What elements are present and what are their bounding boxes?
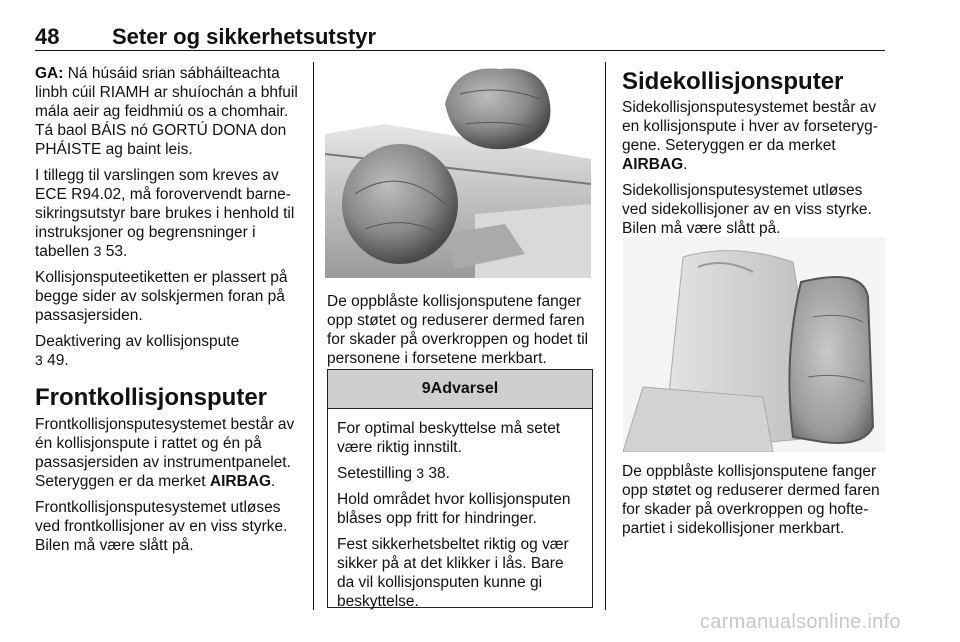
column-divider-left: [313, 62, 314, 610]
figure-caption: De oppblåste kollisjonsputene fanger opp støtet og reduserer dermed faren for skader på overkroppen og hodet til personene i forsetene merkbart.: [327, 293, 589, 367]
page-ref-link[interactable]: 49.: [42, 352, 69, 369]
ga-text: Ná húsáid srian sábháilteachta linbh cúil RIAMH ar shuíochán a bhfuil mála aeir ag feidhmiú os a chomhair. Tá baol BÁIS nó GORTÚ DONA don PHÁISTE ag baint leis.: [35, 65, 298, 158]
warning-box: [327, 369, 593, 608]
paragraph: [622, 98, 888, 174]
airbag-label: AIRBAG: [209, 473, 272, 490]
paragraph: [35, 332, 303, 370]
warning-text: Setestilling: [337, 465, 412, 482]
paragraph-text: Deaktivering av kollisjonspute: [35, 333, 240, 350]
warning-body: [328, 409, 592, 611]
watermark: carmanualsonline.info: [700, 611, 901, 633]
reference-arrow-icon: 3: [93, 243, 102, 259]
paragraph: Frontkollisjonsputesystemet utløses ved frontkollisjoner av en viss styrke. Bilen må være slått på.: [35, 499, 288, 554]
ga-label: GA:: [35, 65, 64, 82]
column-divider-right: [605, 62, 606, 610]
paragraph: Kollisjonsputeetiketten er plassert på begge sider av solskjermen foran på passasjersiden.: [35, 269, 288, 324]
airbag-label: AIRBAG: [622, 156, 684, 173]
right-caption-block: [622, 462, 890, 545]
paragraph-text: I tillegg til varslingen som kreves av ECE R94.02, må forovervendt barne-sikringsutstyr bare brukes i henhold til instruksjoner og begrensninger i tabellen: [35, 167, 295, 260]
section-heading: Sidekollisjonsputer: [622, 68, 844, 95]
page-ref-link[interactable]: 38.: [424, 465, 450, 482]
header-rule: [35, 50, 885, 51]
paragraph-end: .: [271, 473, 276, 490]
front-airbag-illustration: [325, 64, 591, 278]
section-heading: Frontkollisjonsputer: [35, 384, 268, 411]
paragraph: [35, 415, 303, 491]
right-column: [622, 68, 888, 245]
reference-arrow-icon: 3: [35, 352, 43, 368]
warning-paragraph: Hold området hvor kollisjonsputen blåses opp fritt for hindringer.: [337, 491, 571, 527]
irish-warning-paragraph: [35, 64, 303, 159]
left-column: [35, 64, 303, 562]
warning-icon: 9: [421, 380, 431, 397]
warning-paragraph: [337, 464, 583, 483]
side-airbag-illustration: [623, 237, 885, 452]
warning-paragraph: For optimal beskyttelse må setet være riktig innstilt.: [337, 420, 561, 456]
page-header: [35, 24, 885, 50]
paragraph-end: .: [683, 156, 688, 173]
warning-title: Advarsel: [430, 380, 499, 397]
paragraph: [35, 166, 303, 261]
warning-paragraph: Fest sikkerhetsbeltet riktig og vær sikker på at det klikker i lås. Bare da vil kollisjonsputen kunne gi beskyttelse.: [337, 536, 569, 610]
paragraph: Sidekollisjonsputesystemet utløses ved sidekollisjoner av en viss styrke. Bilen må være slått på.: [622, 182, 872, 237]
page-number: 48: [35, 24, 60, 49]
page-title: Seter og sikkerhetsutstyr: [112, 24, 377, 49]
page-ref-link[interactable]: 53.: [101, 243, 128, 260]
middle-column: [327, 292, 595, 375]
paragraph-text: Sidekollisjonsputesystemet består av en kollisjonspute i hver av forseteryg-gene. Seteryggen er da merket: [622, 99, 878, 154]
paragraph-text: Frontkollisjonsputesystemet består av én kollisjonspute i rattet og én på passasjersiden av instrumentpanelet. Seteryggen er da merket: [35, 416, 295, 490]
figure-caption: De oppblåste kollisjonsputene fanger opp støtet og reduserer dermed faren for skader på overkroppen og hofte-partiet i sidekollisjoner merkbart.: [622, 463, 880, 537]
warning-header: [328, 370, 592, 409]
reference-arrow-icon: 3: [416, 465, 425, 481]
